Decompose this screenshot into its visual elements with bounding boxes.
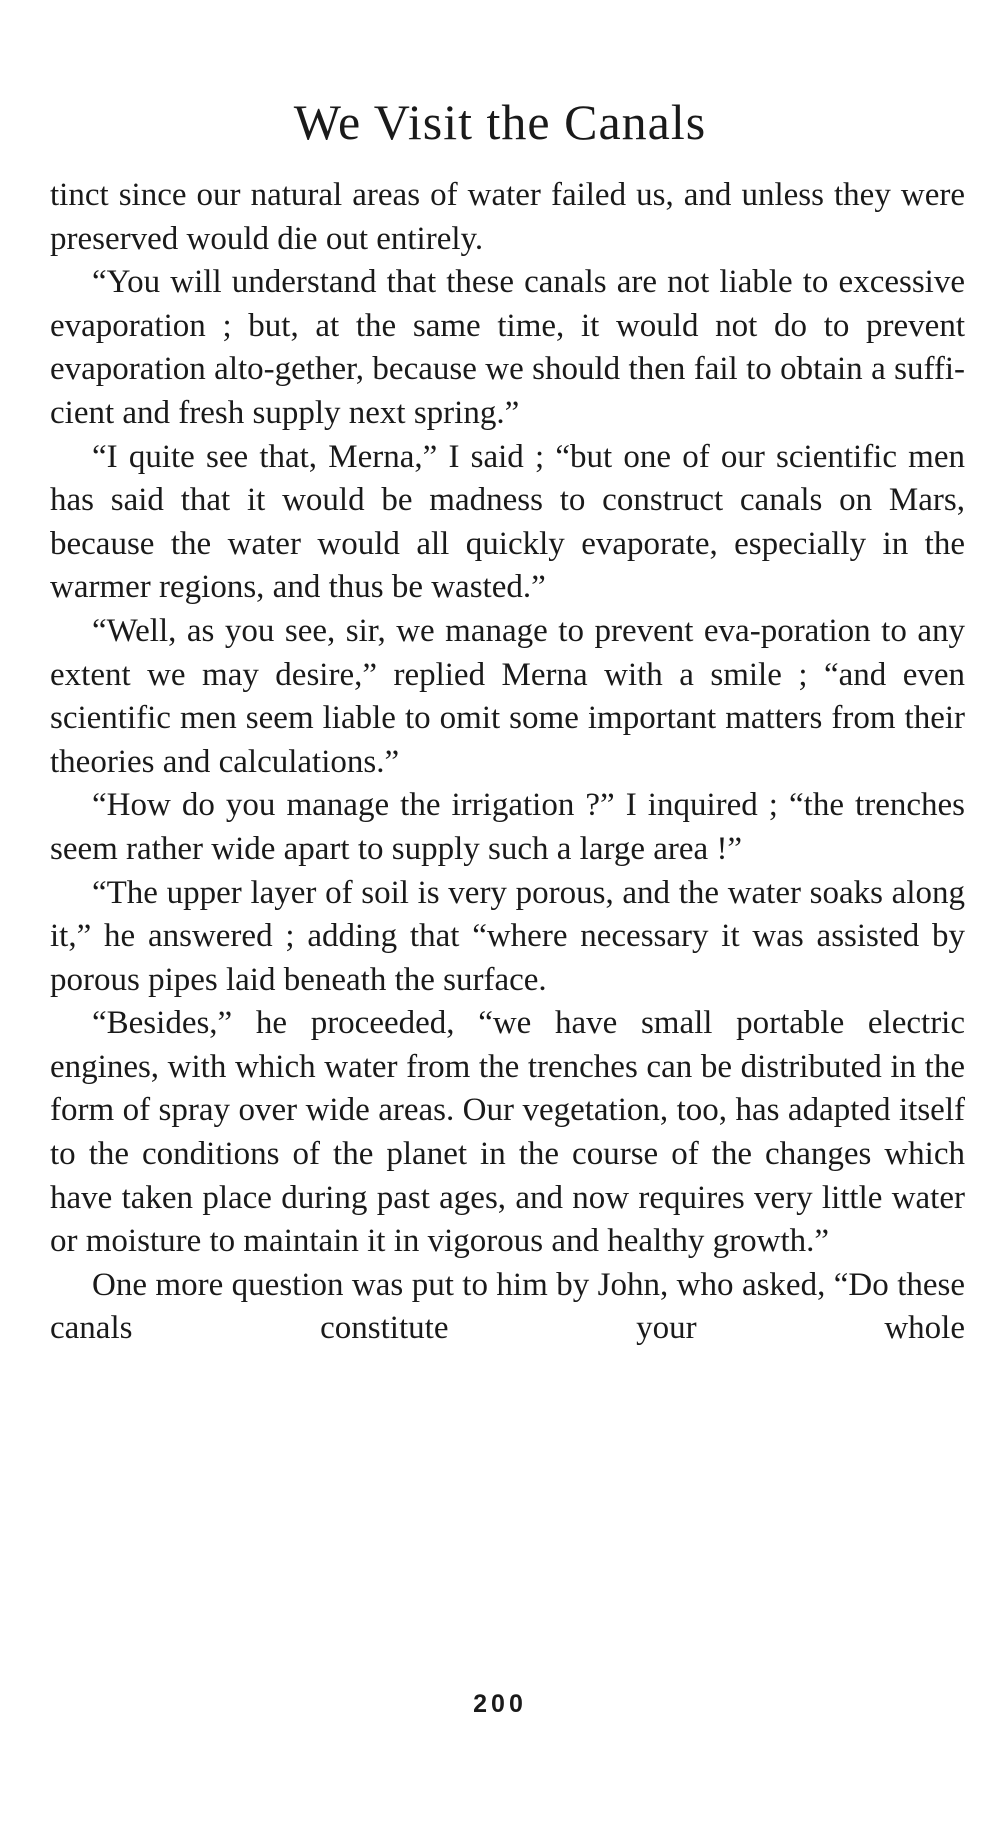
page-number: 200 <box>473 1690 527 1718</box>
paragraph-8: One more question was put to him by John, who asked, “Do these canals constitute your whole <box>50 1266 965 1347</box>
paragraph-7: “Besides,” he proceeded, “we have small portable electric engines, with which water from the trenches can be distributed in the form of spray over wide areas. Our vegetation, too, has adapted itself to the conditions of the planet in the course of the changes which have taken place during past ages, and now requires very little water or moisture to maintain it in vigorous and healthy growth.” <box>50 1005 965 1260</box>
paragraph-4: “Well, as you see, sir, we manage to prevent eva-poration to any extent we may desire,” replied Merna with a smile ; “and even scientific men seem liable to omit some important matters from their theories and calculations.” <box>50 612 965 780</box>
paragraph-5: “How do you manage the irrigation ?” I inquired ; “the trenches seem rather wide apart to supply such a large area !” <box>50 787 965 867</box>
running-head: We Visit the Canals <box>293 94 707 150</box>
paragraph-2: “You will understand that these canals are not liable to excessive evaporation ; but, at the same time, it would not do to prevent evaporation alto-gether, because we should then fail to obtain a suffi-cient and fresh supply next spring.” <box>50 264 965 431</box>
paragraph-6: “The upper layer of soil is very porous, and the water soaks along it,” he answered ; adding that “where necessary it was assisted by porous pipes laid beneath the surface. <box>50 874 965 998</box>
paragraph-1: tinct since our natural areas of water failed us, and unless they were preserved would die out entirely. <box>50 177 965 257</box>
body-text <box>50 174 965 1351</box>
paragraph-3: “I quite see that, Merna,” I said ; “but one of our scientific men has said that it would be madness to construct canals on Mars, because the water would all quickly evaporate, especially in the warmer regions, and thus be wasted.” <box>50 438 965 606</box>
